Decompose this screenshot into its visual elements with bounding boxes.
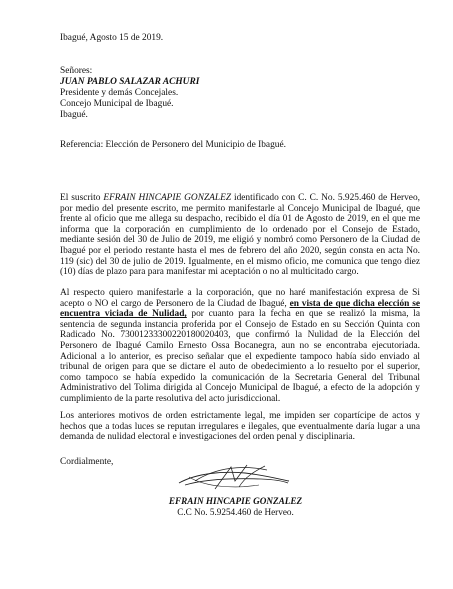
signer-name: EFRAIN HINCAPIE GONZALEZ: [168, 496, 303, 506]
p1-text-b: identificado con C. C. No. 5.925.460 de Herveo, por medio del presente escrito, me permito manifestarle al Concejo Municipal de Ibagué, que frente al oficio que me allega su despacho, recibido el día 01 de Agosto de 2019, en el que me informa que la corporación en cumplimiento de lo ordenado por el Consejo de Estado, mediante sesión del 30 de Julio de 2019, me eligió y nombró como Personero de la Ciudad de Ibagué por el periodo restante hasta el mes de febrero del año 2020, según consta en acta No. 119 (sic) del 30 de julio de 2019. Igualmente, en el mismo oficio, me comunica que tengo diez (10) días de plazo para para manifestar mi aceptación o no al multicitado cargo.: [60, 193, 421, 278]
closing-line: Cordialmente,: [60, 457, 114, 467]
p1-text-a: El suscrito: [60, 193, 104, 203]
recipient-salutation: Señores:: [60, 66, 93, 76]
signature-drawing: [175, 461, 293, 493]
paragraph-3: Los anteriores motivos de orden estrictamente legal, me impiden ser copartícipe de actos y hechos que a todas luces se reputan irregulares e ilegales, que eventualmente daría lugar a una demanda de nulidad electoral e investigaciones del orden penal y disciplinaria.: [60, 411, 420, 443]
recipient-city: Ibagué.: [60, 110, 88, 120]
p1-signer-name: EFRAIN HINCAPIE GONZALEZ: [103, 193, 232, 203]
paragraph-1: [60, 193, 420, 278]
signer-id: C.C No. 5.9254.460 de Herveo.: [177, 507, 294, 517]
reference-line: Referencia: Elección de Personero del Municipio de Ibagué.: [60, 140, 286, 150]
recipient-name: JUAN PABLO SALAZAR ACHURI: [60, 77, 200, 87]
p2-emphasis: en vista de que dicha elección se encuentra viciada de Nulidad,: [60, 298, 420, 320]
p2-text-a: Al respecto quiero manifestarle a la corporación, que no haré manifestación expresa de Si acepto o NO el cargo de Personero de la Ciudad de Ibagué,: [60, 288, 420, 309]
recipient-organization: Concejo Municipal de Ibagué.: [60, 99, 174, 109]
letter-date: Ibagué, Agosto 15 de 2019.: [60, 33, 164, 43]
recipient-title: Presidente y demás Concejales.: [60, 88, 179, 98]
handwritten-signature: [175, 461, 293, 493]
p2-text-b: por cuanto para la fecha en que se realizó la misma, la sentencia de segunda instancia proferida por el Consejo de Estado en su Sección Quinta con Radicado No. 73001233300220180020403, que confirmó la Nulidad de la Elección del Personero de Ibagué Camilo Ernesto Ossa Bocanegra, aun no se encontraba ejecutoriada. Adicional a lo anterior, es preciso señalar que el expediente tampoco había sido enviado al tribunal de origen para que se dictare el auto de obedecimiento a lo resuelto por el superior, como tampoco se había expedido la comunicación de la Secretaria General del Tribunal Administrativo del Tolima dirigida al Concejo Municipal de Ibagué, a efecto de la adopción y cumplimiento de la parte resolutiva del acto jurisdiccional.: [60, 309, 420, 404]
paragraph-2: [60, 288, 420, 405]
